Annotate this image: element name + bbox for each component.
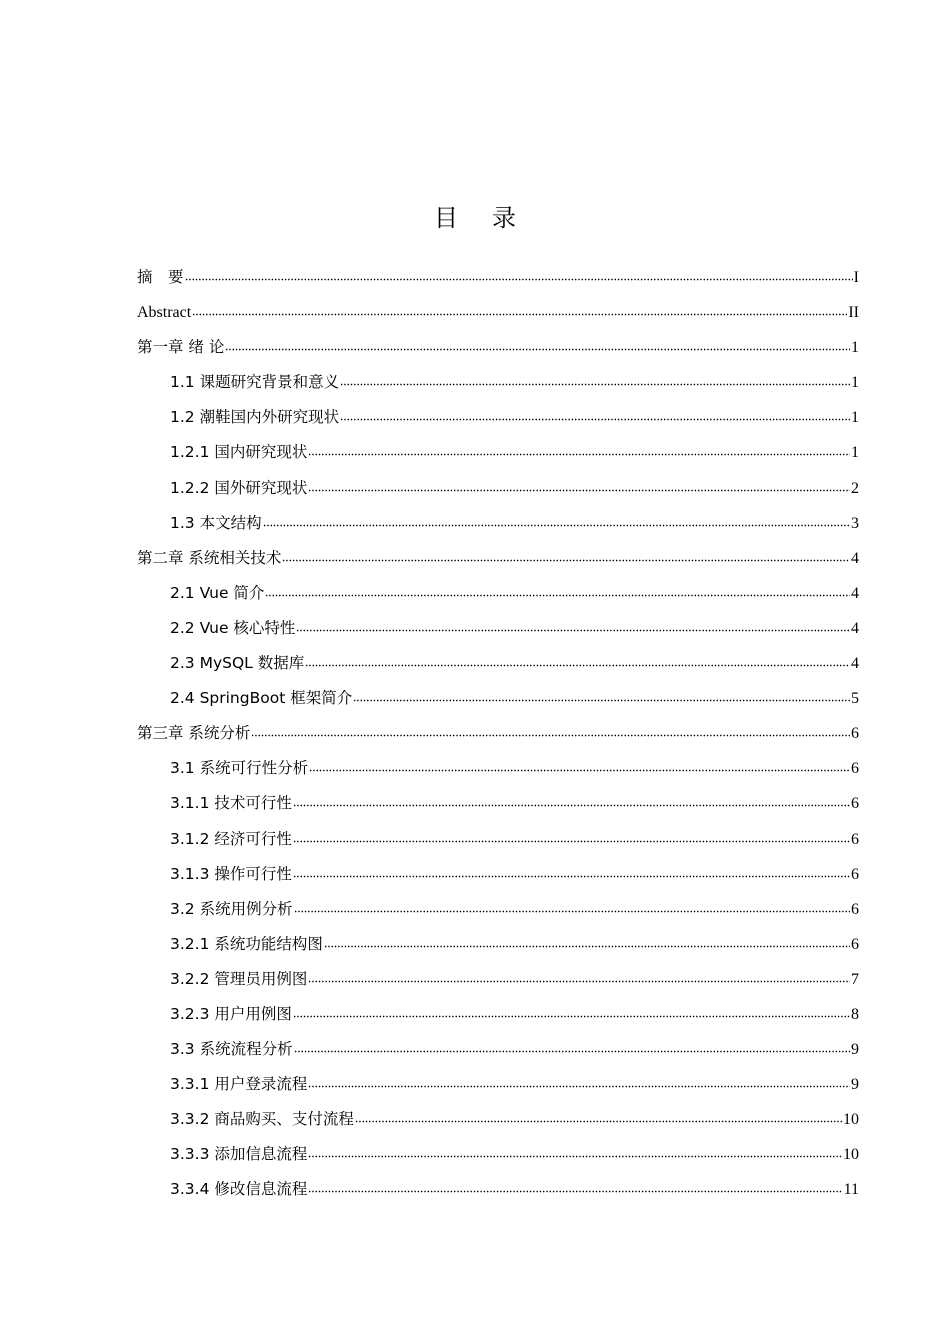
toc-entry-page: 4 [851, 584, 859, 602]
toc-entry-page: 4 [851, 549, 859, 567]
toc-entry-label: 3.3 系统流程分析 [170, 1040, 293, 1059]
toc-entry-label: 3.3.2 商品购买、支付流程 [170, 1110, 354, 1129]
toc-leader-dots [263, 515, 850, 527]
toc-entry[interactable] [137, 260, 859, 295]
toc-entry[interactable] [137, 506, 859, 541]
toc-leader-dots [265, 585, 850, 597]
toc-entry-label: 3.3.4 修改信息流程 [170, 1180, 308, 1199]
toc-leader-dots [293, 795, 850, 807]
toc-entry[interactable] [137, 435, 859, 470]
toc-entry-label: 3.2.3 用户用例图 [170, 1004, 292, 1023]
toc-entry-label: 第二章 系统相关技术 [137, 548, 282, 567]
toc-entry[interactable] [137, 997, 859, 1032]
toc-entry[interactable] [137, 892, 859, 927]
toc-entry-label: 第三章 系统分析 [137, 724, 251, 743]
toc-entry-label: 2.1 Vue 简介 [170, 583, 265, 602]
toc-leader-dots [225, 339, 850, 351]
toc-leader-dots [308, 480, 850, 492]
toc-entry[interactable] [137, 1172, 859, 1207]
toc-entry[interactable] [137, 365, 859, 400]
toc-entry-label: 1.2.1 国内研究现状 [170, 443, 308, 462]
toc-entry-page: 6 [851, 795, 859, 813]
toc-entry-page: 8 [851, 1005, 859, 1023]
toc-leader-dots [296, 620, 850, 632]
toc-entry-page: 1 [851, 374, 859, 392]
toc-leader-dots [308, 1146, 842, 1158]
toc-entry-page: 9 [851, 1041, 859, 1059]
toc-leader-dots [308, 1181, 842, 1193]
toc-entry[interactable] [137, 1032, 859, 1067]
toc-entry-label: 1.2 潮鞋国内外研究现状 [170, 408, 340, 427]
toc-entry-page: 6 [851, 725, 859, 743]
toc-entry-label: 3.2 系统用例分析 [170, 899, 293, 918]
toc-entry-label: 2.3 MySQL 数据库 [170, 654, 305, 673]
toc-entry-page: 1 [851, 339, 859, 357]
toc-entry[interactable] [137, 541, 859, 576]
toc-entry[interactable] [137, 716, 859, 751]
toc-leader-dots [192, 304, 847, 316]
toc-entry-page: 5 [851, 690, 859, 708]
toc-leader-dots [282, 550, 850, 562]
toc-entry-page: 1 [851, 444, 859, 462]
toc-entry[interactable] [137, 576, 859, 611]
toc-entry-page: 7 [851, 970, 859, 988]
toc-leader-dots [293, 831, 850, 843]
toc-entry-label: 3.3.1 用户登录流程 [170, 1075, 308, 1094]
toc-entry[interactable] [137, 471, 859, 506]
toc-title [0, 198, 950, 233]
toc-entry[interactable] [137, 1102, 859, 1137]
toc-entry-page: 4 [851, 655, 859, 673]
toc-entry-page: 6 [851, 935, 859, 953]
toc-entry-page: 10 [843, 1111, 859, 1129]
toc-entry[interactable] [137, 962, 859, 997]
toc-entry-label: 3.1.3 操作可行性 [170, 864, 292, 883]
toc-list [137, 260, 859, 1208]
toc-entry-label: 3.1 系统可行性分析 [170, 759, 309, 778]
toc-leader-dots [293, 866, 850, 878]
toc-leader-dots [308, 1076, 850, 1088]
toc-leader-dots [185, 269, 853, 281]
toc-leader-dots [340, 409, 850, 421]
toc-entry-page: I [853, 269, 859, 286]
toc-entry-label: 摘 要 [137, 268, 184, 286]
toc-entry[interactable] [137, 1137, 859, 1172]
toc-entry[interactable] [137, 646, 859, 681]
toc-entry[interactable] [137, 786, 859, 821]
toc-entry[interactable] [137, 400, 859, 435]
toc-entry-page: 1 [851, 409, 859, 427]
toc-entry-page: 2 [851, 479, 859, 497]
toc-entry-label: 1.1 课题研究背景和意义 [170, 373, 340, 392]
toc-entry[interactable] [137, 927, 859, 962]
toc-entry-page: 6 [851, 830, 859, 848]
toc-leader-dots [308, 971, 850, 983]
toc-entry-page: 3 [851, 514, 859, 532]
toc-title-char-2: 录 [492, 204, 516, 232]
toc-leader-dots [324, 936, 850, 948]
toc-entry-page: 10 [843, 1146, 859, 1164]
toc-entry[interactable] [137, 681, 859, 716]
toc-entry-page: 4 [851, 619, 859, 637]
toc-leader-dots [305, 655, 850, 667]
toc-entry-page: 6 [851, 900, 859, 918]
toc-leader-dots [294, 1041, 850, 1053]
toc-entry-label: 1.2.2 国外研究现状 [170, 478, 308, 497]
toc-entry[interactable] [137, 1067, 859, 1102]
toc-entry-label: 3.3.3 添加信息流程 [170, 1145, 308, 1164]
toc-leader-dots [251, 725, 850, 737]
toc-entry-label: Abstract [137, 304, 192, 322]
toc-entry-page: 6 [851, 760, 859, 778]
toc-entry-page: 9 [851, 1076, 859, 1094]
toc-entry[interactable] [137, 822, 859, 857]
toc-entry-page: II [848, 304, 859, 322]
toc-entry[interactable] [137, 330, 859, 365]
toc-entry-label: 3.2.2 管理员用例图 [170, 969, 308, 988]
toc-entry[interactable] [137, 611, 859, 646]
toc-leader-dots [308, 444, 850, 456]
toc-leader-dots [355, 1111, 842, 1123]
toc-leader-dots [294, 901, 850, 913]
toc-entry-label: 第一章 绪 论 [137, 338, 225, 357]
toc-entry-label: 2.4 SpringBoot 框架简介 [170, 689, 353, 708]
toc-title-char-1: 目 [434, 204, 458, 232]
toc-entry-page: 6 [851, 865, 859, 883]
toc-entry-label: 2.2 Vue 核心特性 [170, 618, 296, 637]
toc-entry-label: 1.3 本文结构 [170, 513, 262, 532]
toc-leader-dots [293, 1006, 850, 1018]
toc-leader-dots [340, 374, 850, 386]
toc-entry-label: 3.1.1 技术可行性 [170, 794, 292, 813]
toc-entry[interactable] [137, 857, 859, 892]
toc-entry-page: 11 [843, 1181, 859, 1199]
toc-entry[interactable] [137, 751, 859, 786]
toc-leader-dots [353, 690, 850, 702]
toc-leader-dots [309, 760, 850, 772]
toc-entry[interactable] [137, 295, 859, 330]
toc-entry-label: 3.2.1 系统功能结构图 [170, 934, 323, 953]
toc-entry-label: 3.1.2 经济可行性 [170, 829, 292, 848]
